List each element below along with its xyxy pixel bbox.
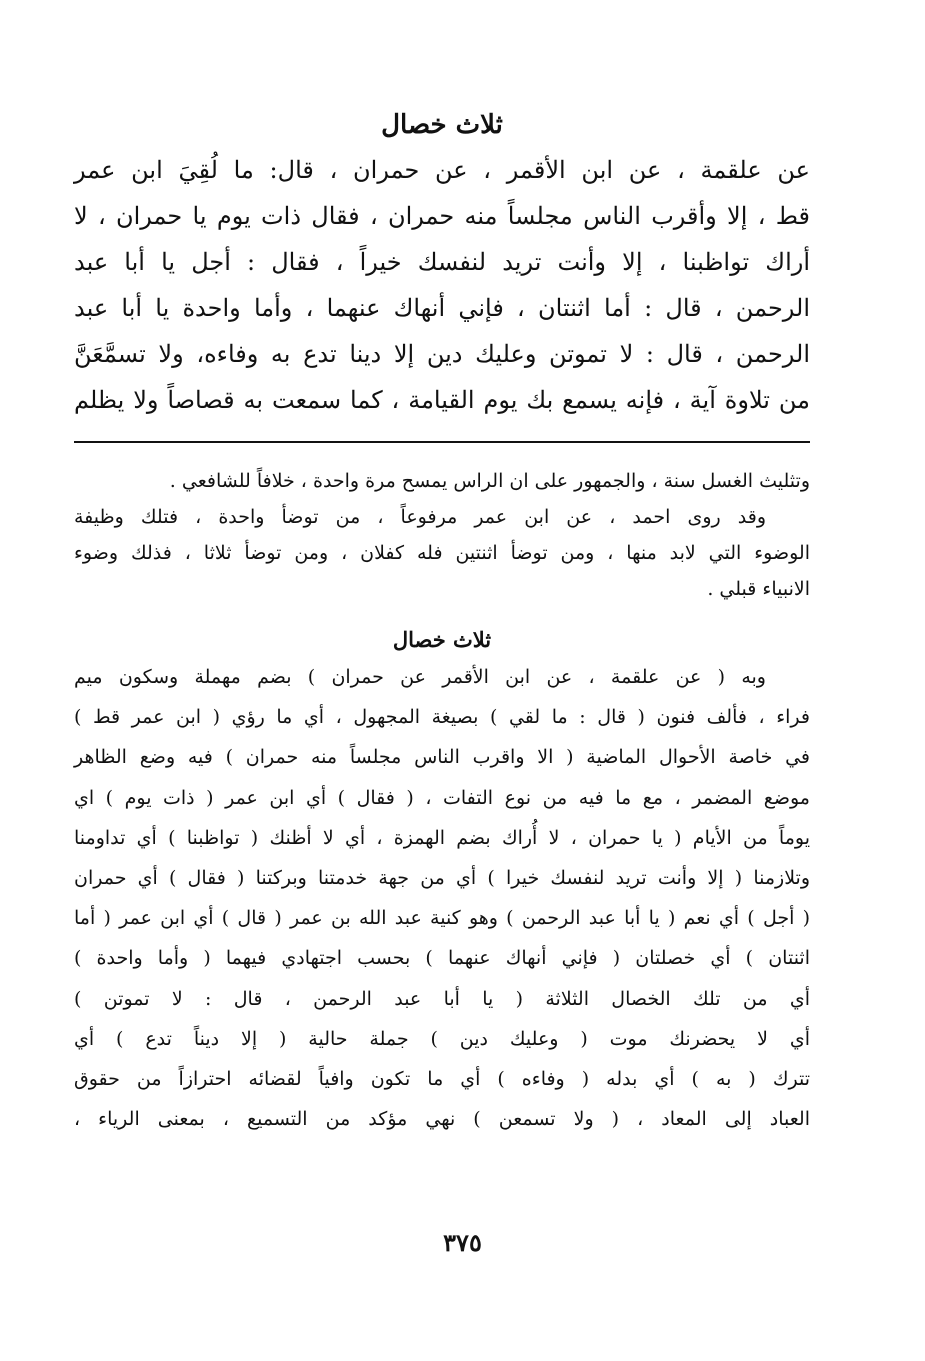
main-line: من تلاوة آية ، فإنه يسمع بك يوم القيامة ، كما سمعت به قصاصاً ولا يظلم [74,386,810,414]
main-title: ثلاث خصال [381,110,503,140]
note-line: وقد روى احمد ، عن ابن عمر مرفوعاً ، من توضأ واحدة ، فتلك وظيفة [74,506,766,528]
commentary-title: ثلاث خصال [392,627,492,652]
commentary-line: فراء ، فألف فنون ( قال : ما لقي ) بصيغة المجهول ، أي ما رؤي ( ابن عمر قط ) [74,706,811,729]
commentary-line: موضع المضمر ، مع ما فيه من نوع التفات ، ( فقال ) أي ابن عمر ( ذات يوم ) اي [74,786,810,809]
main-line: الرحمن ، قال : أما اثنتان ، فإني أنهاك عنهما ، وأما واحدة يا أبا عبد [74,294,810,322]
commentary-line: اثنتان ) أي خصلتان ( فإني أنهاك عنهما ) بحسب اجتهادي فيهما ( وأما واحدة ) [74,947,810,970]
commentary-line: يوماً من الأيام ( يا حمران ، لا أُراك بضم الهمزة ، أي لا أظنك ( تواظبنا ) أي تداومنا [74,826,810,849]
main-line: الرحمن ، قال : لا تموتن وعليك دين إلا دينا تدع به وفاءه، ولا تسمَّعَنَّ [74,340,810,368]
commentary-line: وبه ( عن علقمة ، عن ابن الأقمر عن حمران ) بضم مهملة وسكون ميم [74,666,766,688]
note-line: وتثليث الغسل سنة ، والجمهور على ان الراس يمسح مرة واحدة ، خلافاً للشافعي . [169,470,810,492]
commentary-line: أي لا يحضرنك موت ( وعليك دين ) جملة حالية ( إلا ديناً تدع ) أي [74,1027,810,1050]
page-number: ٣٧٥ [443,1228,482,1257]
commentary-line: العباد إلى المعاد ، ( ولا تسمعن ) نهي مؤكد من التسميع ، بمعنى الرياء ، [74,1108,810,1131]
main-line: عن علقمة ، عن ابن الأقمر ، عن حمران ، قال: ما لُقِيَ ابن عمر [74,156,810,184]
note-line: الوضوء التي لابد منها ، ومن توضأ اثنتين فله كفلان ، ومن توضأ ثلاثا ، فذلك وضوء [74,542,810,564]
notes-section [74,463,810,607]
main-line: أراك تواظبنا ، إلا وأنت تريد لنفسك خيراً ، فقال : أجل يا أبا عبد [74,248,810,276]
commentary-line: تترك ( به ) أي بدله ( وفاءه ) أي ما تكون وافياً لقضائه احترازاً من حقوق [74,1068,810,1091]
section-divider [74,441,810,443]
note-line: الانبياء قبلي . [707,578,810,600]
commentary-line: في خاصة الأحوال الماضية ( الا واقرب الناس مجلساً منه حمران ) فيه وضع الظاهر [74,746,810,769]
commentary-line: ( أجل ) أي نعم ( يا أبا عبد الرحمن ) وهو كنية عبد الله بن عمر ( قال ) أي ابن عمر ( أما [74,907,810,930]
commentary-text [74,657,810,1139]
main-line: قط ، إلا وأقرب الناس مجلساً منه حمران ، فقال ذات يوم يا حمران ، لا [74,202,810,230]
commentary-line: أي من تلك الخصال الثلاثة ( يا أبا عبد الرحمن ، قال : لا تموتن ) [74,987,810,1010]
page-body [74,105,810,1139]
main-text [74,147,810,423]
commentary-line: وتلازمنا ( إلا وأنت تريد لنفسك خيرا ) أي من جهة خدمتنا وبركتنا ( فقال ) أي حمران [74,867,810,890]
